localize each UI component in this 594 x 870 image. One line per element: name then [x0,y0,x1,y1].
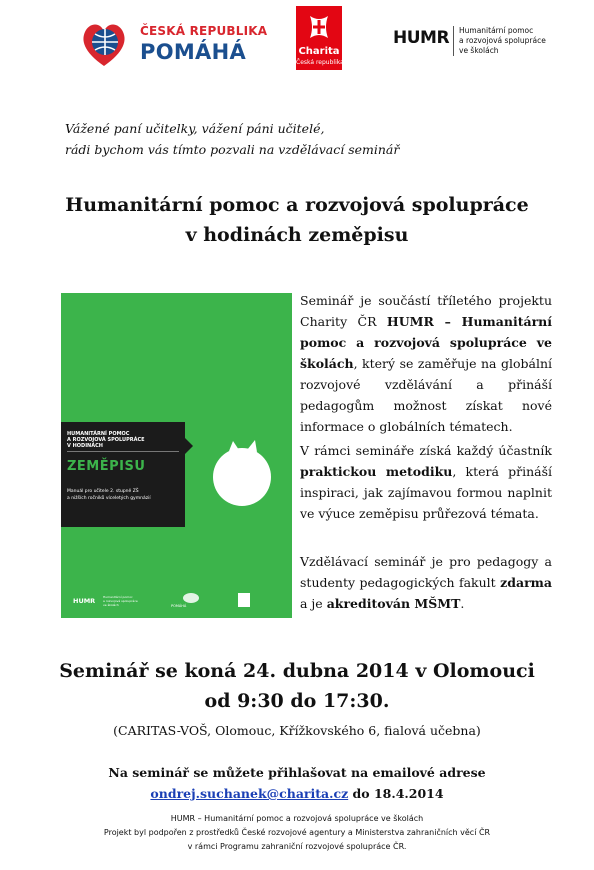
registration-deadline: do 18.4.2014 [348,786,444,801]
humr-desc-line: ve školách [459,46,499,55]
page-title [40,190,554,250]
charita-logo-sub: Česká republika [296,59,344,66]
p2-text: V rámci semináře získá každý účastník [300,443,552,458]
title-line2: v hodinách zeměpisu [185,224,409,246]
charita-logo-name: Charita [298,46,340,57]
cover-desc-line: Manuál pro učitele 2. stupně ZŠ [67,489,139,494]
p3-text-mid: a je [300,596,327,611]
speech-bubble-globe-icon [211,437,273,507]
cover-humr-logo: HUMR [73,597,96,605]
humr-desc-line: Humanitární pomoc [459,26,534,35]
paragraph-project [300,290,552,437]
p3-accredited: akreditován MŠMT [326,596,461,611]
event-time: od 9:30 do 17:30. [204,690,390,712]
p1-project-name: HUMR – Humanitární pomoc a rozvojová spolupráce ve školách [300,314,552,371]
charita-logo [296,6,342,70]
humr-logo-separator [453,26,454,56]
cover-small-title-line: A ROZVOJOVÁ SPOLUPRÁCE [67,437,145,443]
paragraph-free-accredited [300,551,552,614]
email-link[interactable]: ondrej.suchanek@charita.cz [150,786,349,801]
event-address: (CARITAS-VOŠ, Olomouc, Křížkovského 6, fialová učebna) [113,723,481,738]
cover-title-box [61,422,185,527]
cover-charita-icon [238,593,250,607]
paragraph-methodology [300,440,552,524]
title-line1: Humanitární pomoc a rozvojová spolupráce [65,194,529,216]
humr-logo-mark: HUMR [393,28,450,48]
cr-logo-line2: POMÁHÁ [140,40,247,64]
ceska-republika-pomaha-logo [78,16,268,72]
p3-free: zdarma [500,575,552,590]
registration-contact [30,783,564,804]
cover-desc-line: a nižších ročníků víceletých gymnázií [67,496,151,501]
humr-logo-description [459,26,546,56]
cover-footer-logos [73,593,283,611]
humr-desc-line: a rozvojová spolupráce [459,36,546,45]
p3-text: Vzdělávací seminář je pro pedagogy a studenty pedagogických fakult [300,554,552,590]
cover-small-title-line: V HODINÁCH [67,443,103,449]
cover-humr-desc-line: a rozvojová spolupráce [103,599,138,603]
registration-text: Na seminář se můžete přihlašovat na emailové adrese [108,765,486,780]
humr-logo [393,26,563,66]
cover-humr-desc-line: Humanitární pomoc [103,595,133,599]
p1-text: Seminář je součástí tříletého projektu Charity ČR [300,293,552,329]
charita-cross-icon [304,12,334,42]
greeting-line1: Vážené paní učitelky, vážení páni učitelé, [65,121,325,136]
cover-humr-desc-line: ve školách [103,603,119,607]
cover-divider [67,451,179,452]
manual-cover-image [61,293,292,618]
p1-text-end: , který se zaměřuje na globální rozvojové vzdělávání a přináší pedagogům možnost získat nové informace o globálních tématech. [300,356,552,434]
footer-line2: Projekt byl podpořen z prostředků České rozvojové agentury a Ministerstva zahraničních věcí ČR [103,828,491,837]
footer-line1: HUMR – Humanitární pomoc a rozvojová spolupráce ve školách [170,814,424,823]
cover-cr-pomaha-text: POMÁHÁ [171,604,187,608]
cover-small-title [67,431,145,449]
p2-methodology: praktickou metodiku [300,464,453,479]
cover-humr-desc [103,595,138,607]
p2-text-end: , která přináší inspiraci, jak zajímavou formou naplnit ve výuce zeměpisu průřezová témata. [300,464,553,521]
heart-globe-icon [78,18,130,70]
footer-line3: v rámci Programu zahraniční rozvojové spolupráce ČR. [187,842,407,851]
greeting-line2: rádi bychom vás tímto pozvali na vzdělávací seminář [65,142,400,157]
cover-cr-pomaha-icon [183,593,199,603]
cr-logo-line1: ČESKÁ REPUBLIKA [140,24,268,38]
greeting [65,118,399,160]
footer [30,812,564,854]
cover-big-title: ZEMĚPISU [67,459,146,474]
cover-speech-notch [185,438,193,454]
p3-text-end: . [460,596,465,611]
event-date: Seminář se koná 24. dubna 2014 v Olomouci [59,660,535,682]
cover-description [67,488,151,502]
cover-small-title-line: HUMANITÁRNÍ POMOC [67,431,130,437]
